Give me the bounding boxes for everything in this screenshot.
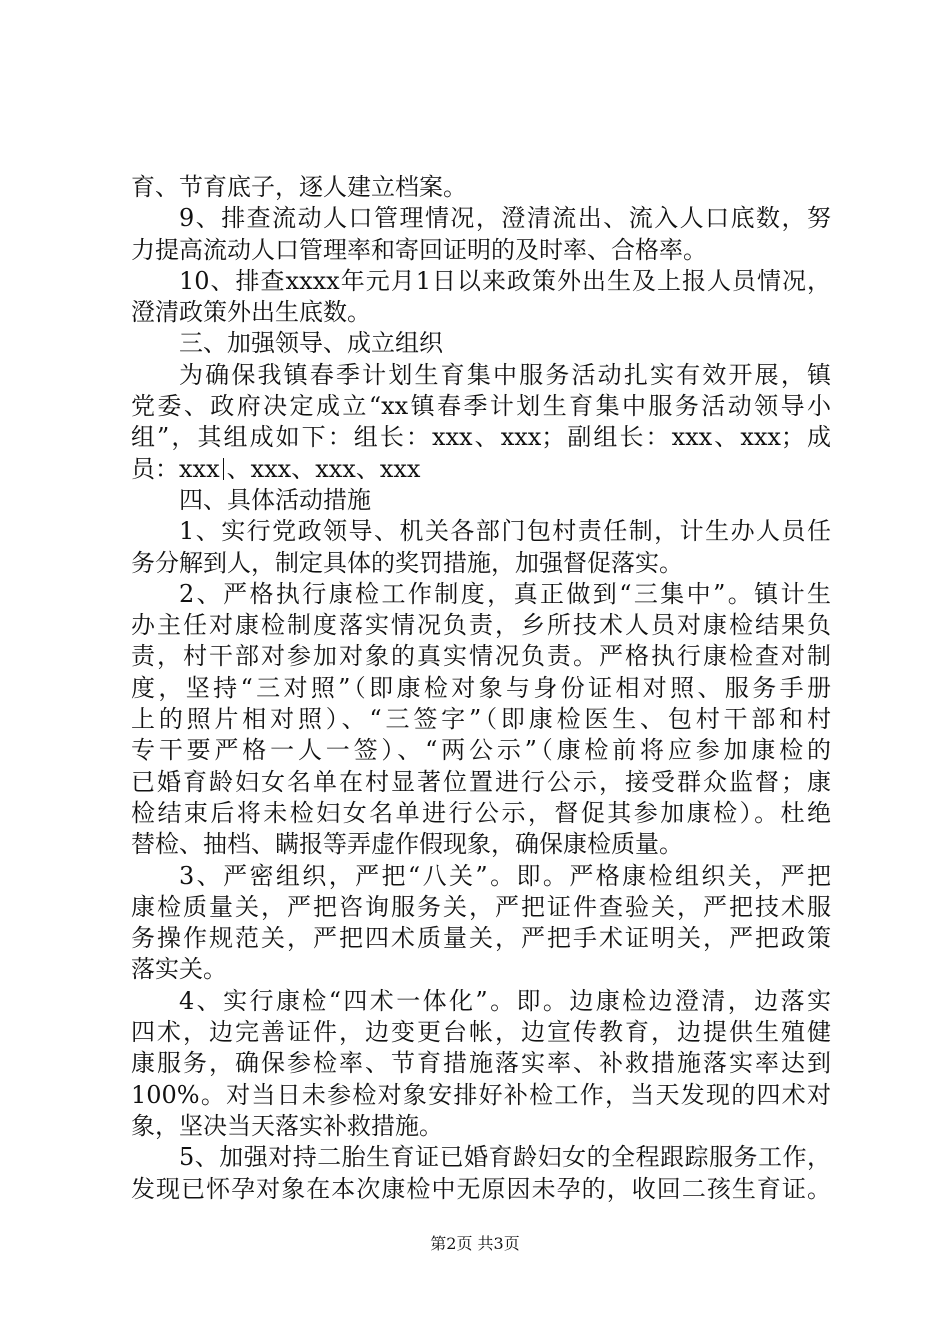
text-line bbox=[131, 1174, 831, 1205]
text-line bbox=[131, 235, 831, 266]
text-line bbox=[131, 767, 831, 798]
text-line-content: 三、加强领导、成立组织 bbox=[179, 329, 443, 358]
text-line-content: 四术，边完善证件，边变更台帐，边宣传教育，边提供生殖健 bbox=[131, 1018, 831, 1047]
text-line bbox=[131, 203, 831, 234]
text-line-content: 9、排查流动人口管理情况，澄清流出、流入人口底数，努 bbox=[179, 204, 831, 233]
text-line bbox=[131, 829, 831, 860]
text-line bbox=[131, 516, 831, 547]
text-line-content: 员：xxx bbox=[131, 454, 220, 483]
text-line-content: 组”，其组成如下：组长：xxx、xxx；副组长：xxx、xxx；成 bbox=[131, 423, 831, 452]
text-line-content-after-cursor: 、xxx、xxx、xxx bbox=[226, 454, 421, 483]
text-line bbox=[131, 454, 831, 485]
document-body bbox=[131, 172, 831, 1205]
text-line-content: 康检质量关，严把咨询服务关，严把证件查验关，严把技术服 bbox=[131, 892, 831, 921]
text-line-content: 康服务，确保参检率、节育措施落实率、补救措施落实率达到 bbox=[131, 1049, 831, 1078]
text-line bbox=[131, 422, 831, 453]
text-line bbox=[131, 297, 831, 328]
text-line bbox=[131, 923, 831, 954]
text-line bbox=[131, 172, 831, 203]
text-line-content: 力提高流动人口管理率和寄回证明的及时率、合格率。 bbox=[131, 235, 707, 264]
text-line-content: 100%。对当日未参检对象安排好补检工作，当天发现的四术对 bbox=[131, 1080, 831, 1109]
text-line-content: 落实关。 bbox=[131, 955, 227, 984]
text-line-content: 2、严格执行康检工作制度，真正做到“三集中”。镇计生 bbox=[179, 579, 831, 608]
text-line-content: 上的照片相对照）、“三签字”（即康检医生、包村干部和村 bbox=[131, 705, 831, 734]
text-line bbox=[131, 954, 831, 985]
text-line-content: 10、排查xxxx年元月1日以来政策外出生及上报人员情况， bbox=[179, 266, 831, 295]
text-line bbox=[131, 328, 831, 359]
text-line bbox=[131, 610, 831, 641]
text-line-content: 度，坚持“三对照”（即康检对象与身份证相对照、服务手册 bbox=[131, 673, 831, 702]
text-line bbox=[131, 1111, 831, 1142]
text-line bbox=[131, 1048, 831, 1079]
text-line-content: 澄清政策外出生底数。 bbox=[131, 298, 371, 327]
page-footer: 第2页 共3页 bbox=[430, 1234, 520, 1253]
text-line bbox=[131, 986, 831, 1017]
text-line-content: 象，坚决当天落实补救措施。 bbox=[131, 1111, 443, 1140]
text-line-content: 专干要严格一人一签）、“两公示”（康检前将应参加康检的 bbox=[131, 736, 831, 765]
text-line-content: 办主任对康检制度落实情况负责，乡所技术人员对康检结果负 bbox=[131, 611, 831, 640]
text-line bbox=[131, 798, 831, 829]
text-line-content: 已婚育龄妇女名单在村显著位置进行公示，接受群众监督；康 bbox=[131, 767, 831, 796]
text-line bbox=[131, 360, 831, 391]
text-line bbox=[131, 391, 831, 422]
text-line-content: 替检、抽档、瞒报等弄虚作假现象，确保康检质量。 bbox=[131, 830, 683, 859]
text-line bbox=[131, 861, 831, 892]
text-line bbox=[131, 735, 831, 766]
text-line-content: 5、加强对持二胎生育证已婚育龄妇女的全程跟踪服务工作， bbox=[179, 1143, 831, 1172]
text-line-content: 四、具体活动措施 bbox=[179, 485, 371, 514]
text-line bbox=[131, 485, 831, 516]
text-line-content: 检结束后将未检妇女名单进行公示，督促其参加康检）。杜绝 bbox=[131, 798, 831, 827]
text-line-content: 责，村干部对参加对象的真实情况负责。严格执行康检查对制 bbox=[131, 642, 831, 671]
text-line bbox=[131, 704, 831, 735]
text-line bbox=[131, 673, 831, 704]
text-line-content: 育、节育底子，逐人建立档案。 bbox=[131, 173, 467, 201]
text-line bbox=[131, 548, 831, 579]
text-line bbox=[131, 1142, 831, 1173]
text-line-content: 党委、政府决定成立“xx镇春季计划生育集中服务活动领导小 bbox=[131, 392, 831, 421]
text-line-content: 务操作规范关，严把四术质量关，严把手术证明关，严把政策 bbox=[131, 924, 831, 953]
text-line bbox=[131, 579, 831, 610]
text-line-content: 发现已怀孕对象在本次康检中无原因未孕的，收回二孩生育证。 bbox=[131, 1174, 831, 1203]
text-line bbox=[131, 641, 831, 672]
text-line-content: 4、实行康检“四术一体化”。即。边康检边澄清，边落实 bbox=[179, 986, 831, 1015]
text-line-content: 务分解到人，制定具体的奖罚措施，加强督促落实。 bbox=[131, 548, 683, 577]
text-line bbox=[131, 1080, 831, 1111]
text-line-content: 3、严密组织，严把“八关”。即。严格康检组织关，严把 bbox=[179, 861, 831, 890]
text-cursor bbox=[223, 458, 224, 480]
text-line bbox=[131, 1017, 831, 1048]
text-line-content: 为确保我镇春季计划生育集中服务活动扎实有效开展，镇 bbox=[179, 360, 831, 389]
text-line-content: 1、实行党政领导、机关各部门包村责任制，计生办人员任 bbox=[179, 517, 831, 546]
text-line bbox=[131, 892, 831, 923]
text-line bbox=[131, 266, 831, 297]
